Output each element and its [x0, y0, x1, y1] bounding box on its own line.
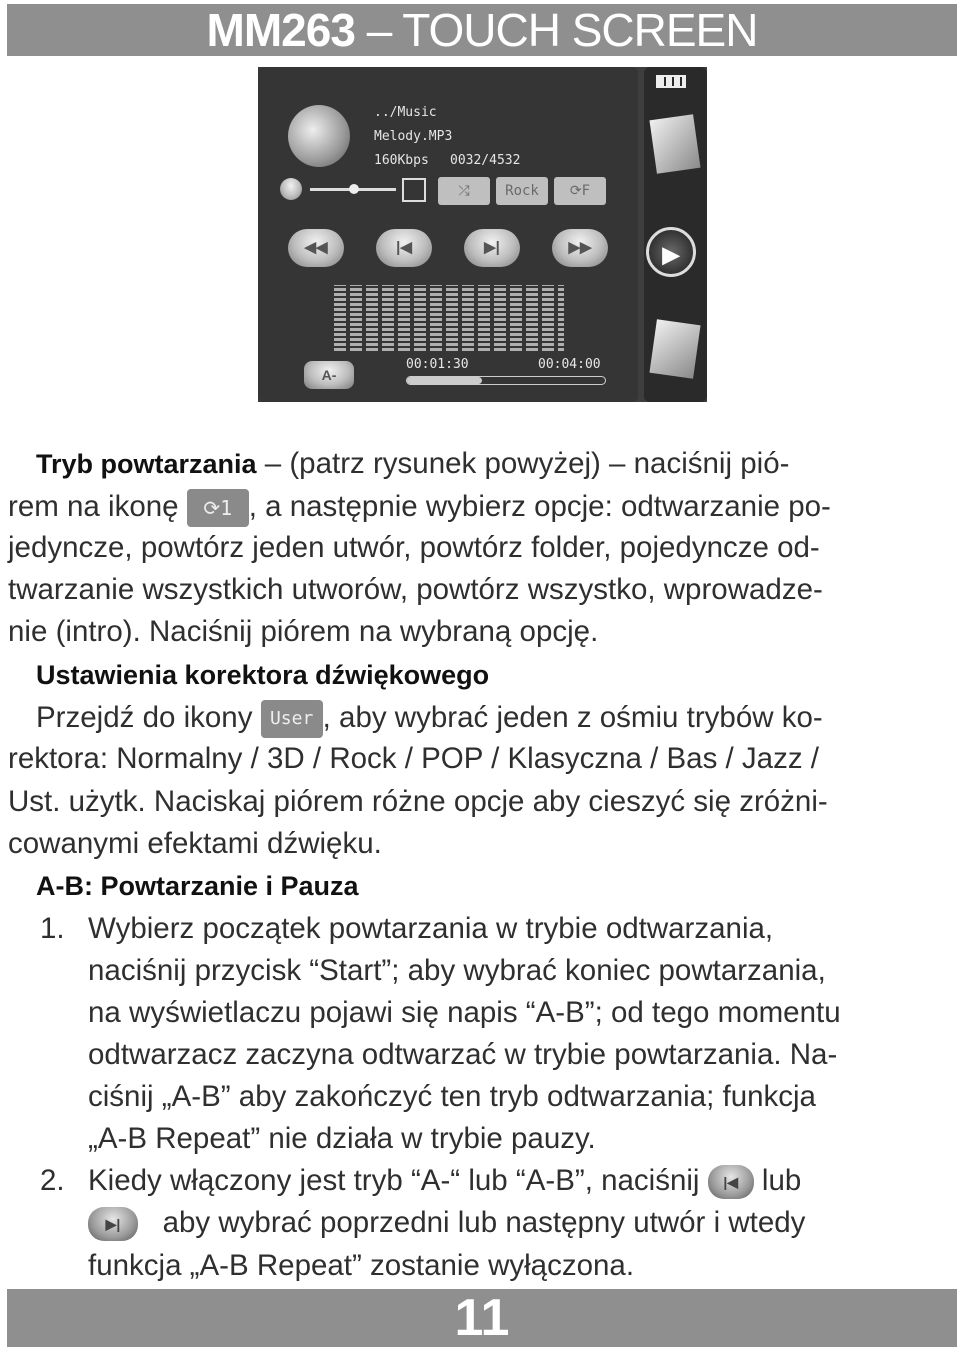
- text-line: lub: [761, 1164, 802, 1197]
- text-line: Wybierz początek powtarzania w trybie odtwarzania,: [88, 912, 774, 945]
- text-line: jedyncze, powtórz jeden utwór, powtórz folder, pojedyncze od-: [8, 531, 820, 564]
- next-track-button[interactable]: ▶|: [464, 229, 520, 267]
- text-line: na wyświetlaczu pojawi się napis “A-B”; od tego momentu: [88, 996, 841, 1029]
- text-line: Ust. użytk. Naciskaj piórem różne opcje aby cieszyć się zróżni-: [8, 785, 828, 818]
- heading-repeat-mode: Tryb powtarzania: [36, 449, 257, 479]
- settings-folder-icon[interactable]: [649, 319, 700, 379]
- play-button[interactable]: ▶: [646, 227, 696, 277]
- text-line: naciśnij przycisk “Start”; aby wybrać koniec powtarzania,: [88, 954, 826, 987]
- volume-slider[interactable]: [310, 188, 396, 191]
- video-folder-icon[interactable]: [649, 114, 700, 174]
- track-counter: 0032/4532: [450, 153, 521, 168]
- paragraph-repeat-line: [8, 489, 831, 527]
- page-header: [7, 4, 957, 56]
- previous-track-button[interactable]: |◀: [376, 229, 432, 267]
- progress-fill: [407, 377, 482, 384]
- list-item-line: [88, 1164, 801, 1199]
- text-line: ciśnij „A-B” aby zakończyć ten tryb odtwarzania; funkcja: [88, 1080, 816, 1113]
- list-number: 1.: [40, 912, 65, 945]
- text-line: „A-B Repeat” nie działa w trybie pauzy.: [88, 1122, 596, 1155]
- bitrate: 160Kbps: [374, 153, 429, 168]
- heading-ab-repeat: A-B: Powtarzanie i Pauza: [36, 871, 359, 901]
- paragraph-equalizer-line: [36, 700, 823, 738]
- progress-bar[interactable]: [406, 376, 606, 385]
- list-number: 2.: [40, 1164, 65, 1197]
- text-line: twarzanie wszystkich utworów, powtórz wszystko, wprowadze-: [8, 573, 823, 606]
- text-line: – (patrz rysunek powyżej) – naciśnij pió-: [256, 447, 790, 480]
- rewind-button[interactable]: ◀◀: [288, 229, 344, 267]
- ab-repeat-button[interactable]: A-: [304, 361, 354, 389]
- model-name: MM263: [206, 4, 355, 56]
- volume-knob[interactable]: [349, 184, 359, 194]
- text-line: nie (intro). Naciśnij piórem na wybraną opcję.: [8, 615, 599, 648]
- header-title: – TOUCH SCREEN: [366, 4, 758, 56]
- equalizer-lines: [334, 285, 564, 353]
- eq-mode-button[interactable]: Rock: [496, 177, 548, 205]
- repeat-mode-button[interactable]: ⟳F: [554, 177, 606, 205]
- text-line: aby wybrać poprzedni lub następny utwór i wtedy: [162, 1206, 806, 1239]
- text-line: , aby wybrać jeden z ośmiu trybów ko-: [322, 700, 823, 734]
- repeat-icon-label: 1: [220, 496, 233, 520]
- fast-forward-button[interactable]: ▶▶: [552, 229, 608, 267]
- previous-track-icon: |◀: [708, 1165, 754, 1199]
- text-line: odtwarzacz zaczyna odtwarzać w trybie powtarzania. Na-: [88, 1038, 838, 1071]
- file-name: Melody.MP3: [374, 129, 453, 144]
- folder-path: ../Music: [374, 105, 437, 120]
- text-line: Przejdź do ikony: [36, 700, 253, 734]
- heading-equalizer: Ustawienia korektora dźwiękowego: [36, 660, 490, 690]
- paragraph-repeat-line: [36, 447, 789, 481]
- checkbox[interactable]: [402, 178, 426, 202]
- repeat-one-icon: ⟳1: [187, 489, 249, 527]
- text-line: Kiedy włączony jest tryb “A-“ lub “A-B”, naciśnij: [88, 1164, 700, 1197]
- page-number: 11: [7, 1289, 957, 1347]
- text-line: cowanymi efektami dźwięku.: [8, 827, 382, 860]
- elapsed-time: 00:01:30: [406, 357, 469, 372]
- text-line: funkcja „A-B Repeat” zostanie wyłączona.: [88, 1249, 635, 1282]
- speaker-icon[interactable]: [280, 178, 302, 200]
- repeat-mode-label: F: [581, 183, 591, 199]
- album-art-icon: [288, 105, 350, 167]
- next-track-icon: ▶|: [88, 1207, 138, 1241]
- battery-icon: [656, 75, 686, 88]
- text-line: rem na ikonę: [8, 489, 179, 523]
- shuffle-icon[interactable]: ⤮: [438, 177, 490, 205]
- text-line: , a następnie wybierz opcje: odtwarzanie po-: [248, 489, 831, 523]
- user-eq-icon: User: [261, 700, 323, 738]
- device-screenshot: [258, 67, 707, 402]
- list-item-line: [88, 1206, 805, 1241]
- text-line: rektora: Normalny / 3D / Rock / POP / Klasyczna / Bas / Jazz /: [8, 742, 819, 775]
- total-time: 00:04:00: [538, 357, 601, 372]
